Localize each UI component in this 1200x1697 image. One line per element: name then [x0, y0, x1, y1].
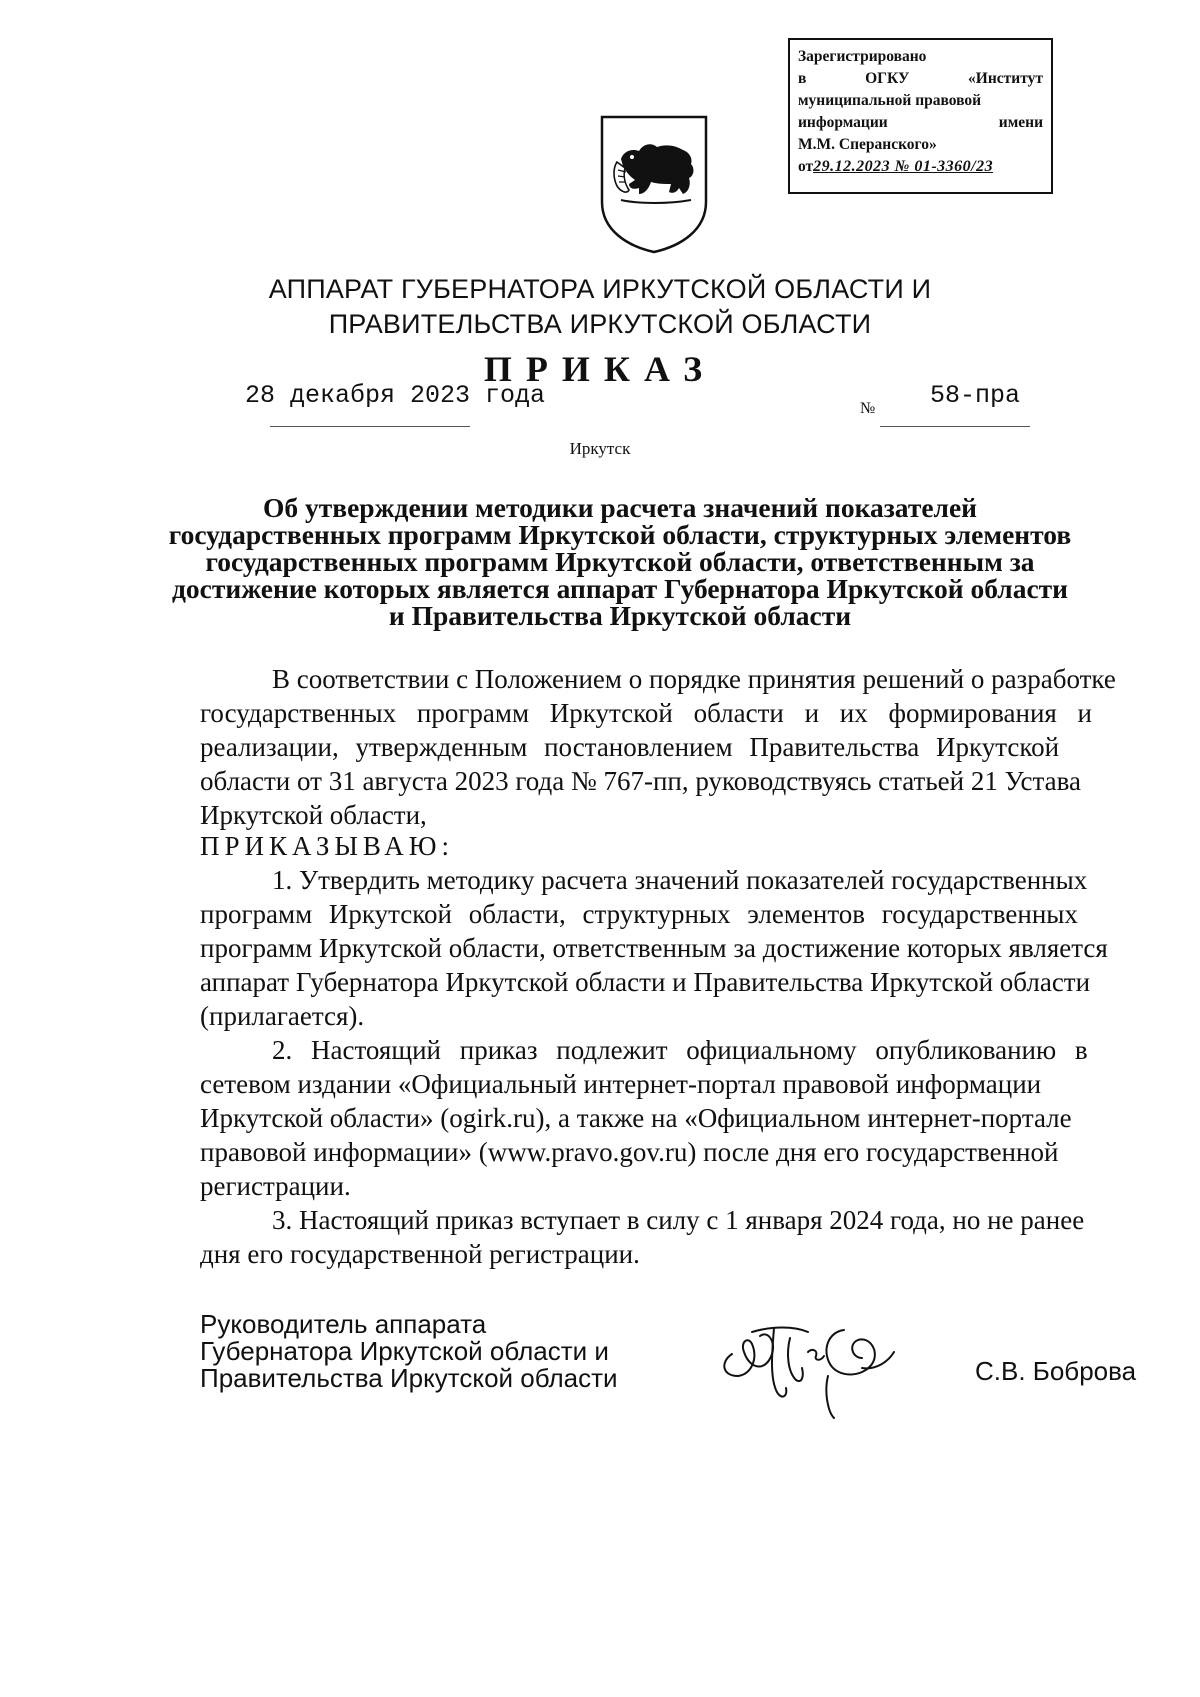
stamp-line — [798, 68, 1043, 90]
text-line: аппарат Губернатора Иркутской области и Правительства Иркутской области — [200, 967, 1091, 997]
handwritten-signature — [712, 1292, 912, 1422]
text-line — [200, 1033, 1110, 1067]
stamp-registration-number: 29.12.2023 № 01-3360/23 — [813, 158, 994, 175]
title-line: государственных программ Иркутской области, ответственным за — [205, 546, 1035, 577]
stamp-line: М.М. Сперанского» — [798, 136, 937, 153]
text-line: регистрации. — [200, 1171, 351, 1201]
stamp-word: ОГКУ — [865, 70, 910, 87]
text-line: В соответствии с Положением о порядке принятия решений о разработке — [272, 664, 1116, 694]
number-sign: № — [860, 400, 876, 417]
text-line: дня его государственной регистрации. — [200, 1239, 640, 1269]
order-word: ПРИКАЗЫВАЮ: — [200, 831, 454, 861]
document-city: Иркутск — [569, 439, 631, 458]
text-line: сетевом издании «Официальный интернет-портал правовой информации — [200, 1069, 1042, 1099]
position-line: Правительства Иркутской области — [200, 1363, 618, 1393]
preamble-paragraph — [200, 662, 1116, 832]
title-line: достижение которых является аппарат Губернатора Иркутской области — [171, 573, 1069, 604]
registration-stamp — [788, 38, 1053, 194]
stamp-line: Зарегистрировано — [798, 48, 927, 65]
document-type: ПРИКАЗ — [483, 349, 717, 389]
date-underline — [270, 426, 470, 427]
position-line: Руководитель аппарата — [200, 1309, 487, 1339]
text-line: программ Иркутской области, ответственным за достижение которых является — [200, 933, 1108, 963]
stamp-word: имени — [998, 114, 1043, 131]
text-line: Иркутской области» (ogirk.ru), а также на «Официальном интернет-портале — [200, 1103, 1072, 1133]
irkutsk-coat-of-arms-icon — [599, 114, 709, 254]
text-words: программ Иркутской области, структурных элементов государственных — [200, 899, 1078, 929]
text-words: 2. Настоящий приказ подлежит официальному опубликованию в — [272, 1035, 1088, 1065]
text-line — [200, 897, 1110, 931]
text-words: реализации, утвержденным постановлением Правительства Иркутской — [200, 732, 1060, 762]
stamp-line: муниципальной правовой — [798, 92, 982, 109]
document-number: 58-пра — [930, 381, 1021, 410]
text-line — [200, 696, 1110, 730]
stamp-word: «Институт — [968, 70, 1043, 87]
document-date: 28 декабря 2023 года — [245, 381, 546, 410]
document-title — [150, 494, 1090, 629]
text-line: 1. Утвердить методику расчета значений показателей государственных — [272, 865, 1088, 895]
text-line: (прилагается). — [200, 1001, 365, 1031]
org-name-line: ПРАВИТЕЛЬСТВА ИРКУТСКОЙ ОБЛАСТИ — [328, 309, 872, 339]
signatory-name: С.В. Боброва — [975, 1356, 1137, 1386]
number-underline — [880, 426, 1030, 427]
signatory-position — [200, 1311, 618, 1392]
text-line: области от 31 августа 2023 года № 767-пп, руководствуясь статьей 21 Устава — [200, 766, 1081, 796]
stamp-word: от — [798, 158, 814, 175]
title-line: государственных программ Иркутской области, структурных элементов — [168, 519, 1072, 550]
title-line: Об утверждении методики расчета значений показателей — [262, 492, 978, 523]
text-line: 3. Настоящий приказ вступает в силу с 1 января 2024 года, но не ранее — [272, 1205, 1085, 1235]
text-line — [200, 730, 1110, 764]
text-line: Иркутской области, — [200, 800, 427, 830]
order-items — [200, 863, 1110, 1271]
stamp-line — [798, 156, 1043, 178]
org-name-line: АППАРАТ ГУБЕРНАТОРА ИРКУТСКОЙ ОБЛАСТИ И — [268, 274, 932, 304]
position-line: Губернатора Иркутской области и — [200, 1336, 609, 1366]
stamp-word: в — [798, 70, 807, 87]
text-line: правовой информации» (www.pravo.gov.ru) после дня его государственной — [200, 1137, 1059, 1167]
stamp-word: информации — [798, 114, 888, 131]
stamp-line — [798, 112, 1043, 134]
title-line: и Правительства Иркутской области — [388, 600, 852, 631]
text-words: государственных программ Иркутской области и их формирования и — [200, 698, 1093, 728]
